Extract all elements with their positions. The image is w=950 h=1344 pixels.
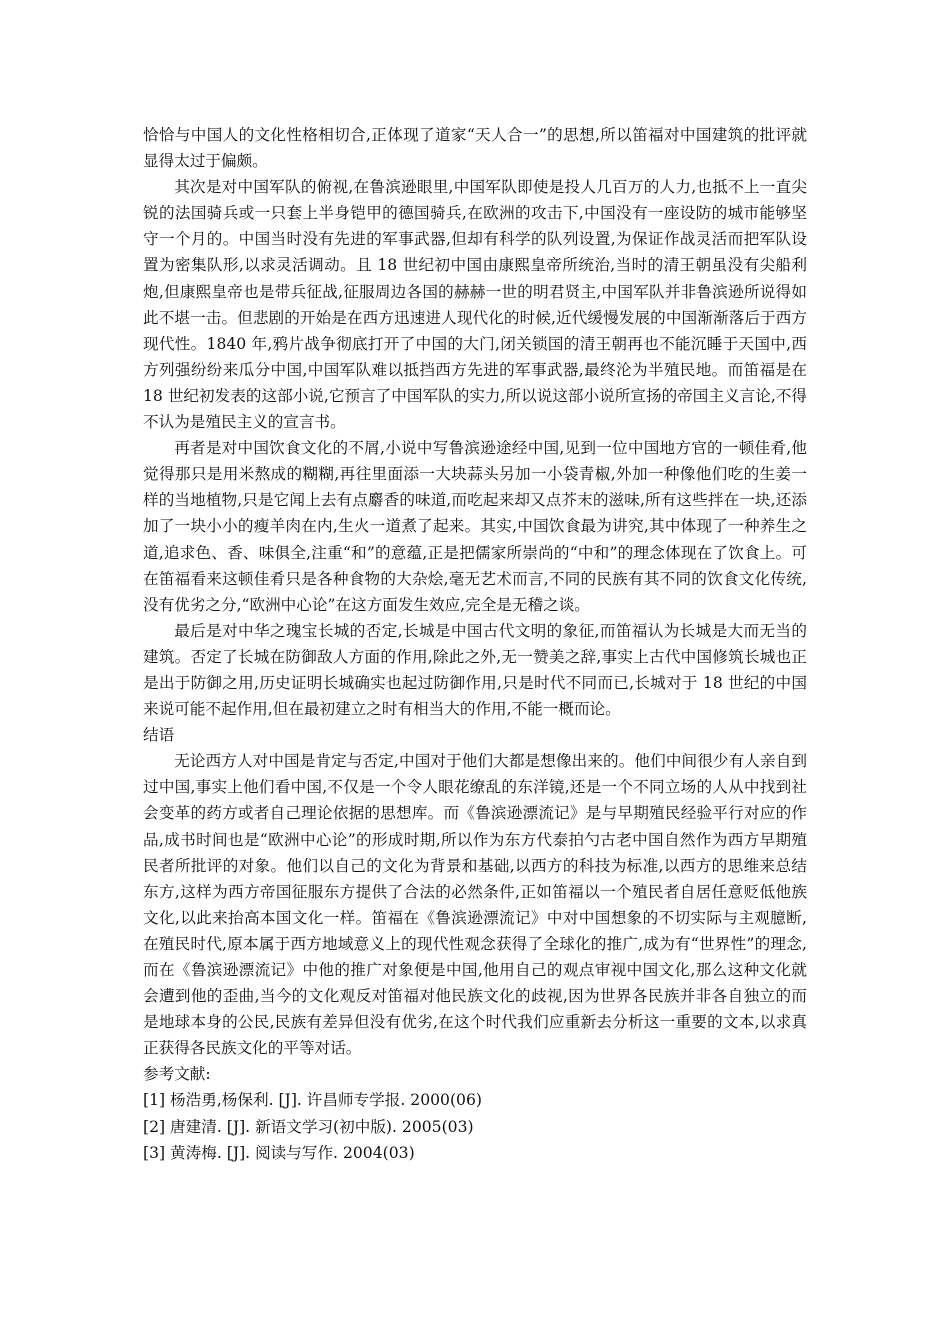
document-body — [143, 122, 807, 1166]
references-heading: 参考文献: — [143, 1065, 211, 1084]
paragraph-great-wall: 最后是对中华之瑰宝长城的否定,长城是中国古代文明的象征,而笛福认为长城是大而无当的建筑。否定了长城在防御敌人方面的作用,除此之外,无一赞美之辞,事实上古代中国修筑长城也正是出于防御之用,历史证明长城确实也起过防御作用,只是时代不同而已,长城对于 18 世纪的中国来说可能不起作用,但在最初建立之时有相当大的作用,不能一概而论。 — [143, 621, 807, 719]
paragraph-continuation: 恰恰与中国人的文化性格相切合,正体现了道家“天人合一”的思想,所以笛福对中国建筑的批评就显得太过于偏颇。 — [143, 126, 807, 171]
conclusion-paragraph: 无论西方人对中国是肯定与否定,中国对于他们大都是想像出来的。他们中间很少有人亲自到过中国,事实上他们看中国,不仅是一个令人眼花缭乱的东洋镜,还是一个不同立场的人从中找到社会变革的药方或者自己理论依据的思想库。而《鲁滨逊漂流记》是与早期殖民经验平行对应的作品,成书时间也是“欧洲中心论”的形成时期,所以作为东方代泰拍勺古老中国自然作为西方早期殖民者所批评的对象。他们以自己的文化为背景和基础,以西方的科技为标准,以西方的思维来总结东方,这样为西方帝国征服东方提供了合法的必然条件,正如笛福以一个殖民者自居任意贬低他族文化,以此来抬高本国文化一样。笛福在《鲁滨逊漂流记》中对中国想象的不切实际与主观臆断,在殖民时代,原本属于西方地域意义上的现代性观念获得了全球化的推广,成为有“世界性”的理念,而在《鲁滨逊漂流记》中他的推广对象便是中国,他用自己的观点审视中国文化,那么这种文化就会遭到他的歪曲,当今的文化观反对笛福对他民族文化的歧视,因为世界各民族并非各自独立的而是地球本身的公民,民族有差异但没有优劣,在这个时代我们应重新去分析这一重要的文本,以求真正获得各民族文化的平等对话。 — [143, 752, 807, 1058]
conclusion-heading: 结语 — [143, 726, 175, 745]
reference-item-2: [2] 唐建清. [J]. 新语文学习(初中版). 2005(03) — [143, 1117, 474, 1136]
reference-item-3: [3] 黄涛梅. [J]. 阅读与写作. 2004(03) — [143, 1143, 415, 1162]
reference-item-1: [1] 杨浩勇,杨保利. [J]. 许昌师专学报. 2000(06) — [143, 1091, 482, 1110]
paragraph-food: 再者是对中国饮食文化的不屑,小说中写鲁滨逊途经中国,见到一位中国地方官的一顿佳肴,他觉得那只是用米熬成的糊糊,再往里面添一大块蒜头另加一小袋青椒,外加一种像他们吃的生姜一样的当地植物,只是它闻上去有点麝香的味道,而吃起来却又点芥末的滋味,所有这些拌在一块,还添加了一块小小的瘦羊肉在内,生火一道煮了起来。其实,中国饮食最为讲究,其中体现了一种养生之道,追求色、香、味俱全,注重“和”的意蕴,正是把儒家所崇尚的“中和”的理念体现在了饮食上。可在笛福看来这顿佳肴只是各种食物的大杂烩,毫无艺术而言,不同的民族有其不同的饮食文化传统,没有优劣之分,“欧洲中心论”在这方面发生效应,完全是无稽之谈。 — [143, 439, 807, 614]
paragraph-military: 其次是对中国军队的俯视,在鲁滨逊眼里,中国军队即使是投人几百万的人力,也抵不上一直尖锐的法国骑兵或一只套上半身铠甲的德国骑兵,在欧洲的攻击下,中国没有一座设防的城市能够坚守一个月的。中国当时没有先进的军事武器,但却有科学的队列设置,为保证作战灵活而把军队设置为密集队形,以求灵活调动。且 18 世纪初中国由康熙皇帝所统治,当时的清王朝虽没有尖船利炮,但康熙皇帝也是带兵征战,征服周边各国的赫赫一世的明君贤主,中国军队并非鲁滨逊所说得如此不堪一击。但悲剧的开始是在西方迅速进人现代化的时候,近代缓慢发展的中国渐渐落后于西方现代性。1840 年,鸦片战争彻底打开了中国的大门,闭关锁国的清王朝再也不能沉睡于天国中,西方列强纷纷来瓜分中国,中国军队难以抵挡西方先进的军事武器,最终沦为半殖民地。而笛福是在 18 世纪初发表的这部小说,它预言了中国军队的实力,所以说这部小说所宣扬的帝国主义言论,不得不认为是殖民主义的宣言书。 — [143, 178, 807, 432]
